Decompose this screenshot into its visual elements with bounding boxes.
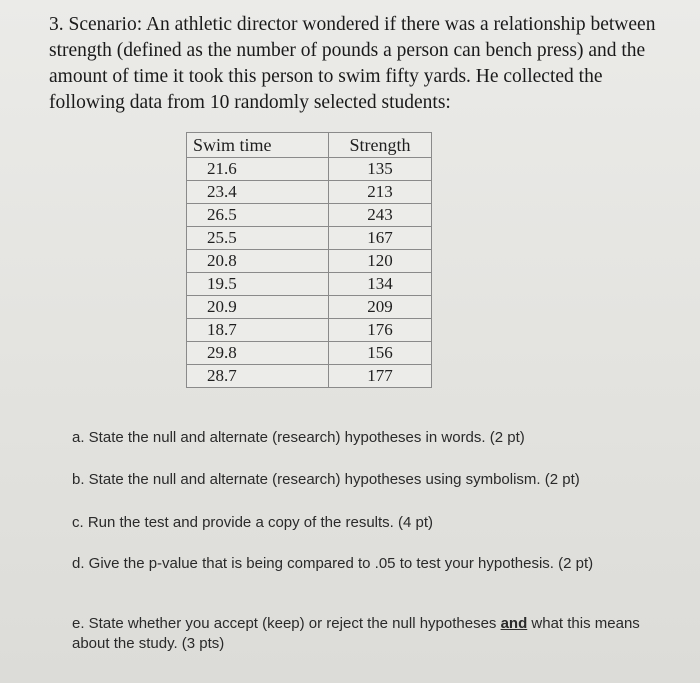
swim-time-cell: 19.5	[187, 273, 329, 296]
swim-time-cell: 20.8	[187, 250, 329, 273]
strength-cell: 177	[329, 365, 432, 388]
swim-time-cell: 26.5	[187, 204, 329, 227]
strength-cell: 120	[329, 250, 432, 273]
strength-cell: 213	[329, 181, 432, 204]
swim-time-cell: 18.7	[187, 319, 329, 342]
question-e-text-end: what this means about the study. (3 pts)	[72, 615, 640, 652]
strength-cell: 243	[329, 204, 432, 227]
question-e-text-start: e. State whether you accept (keep) or reject the null hypotheses	[72, 615, 501, 632]
table-row	[187, 319, 432, 342]
header-swim-time: Swim time	[187, 133, 329, 158]
table-row	[187, 273, 432, 296]
table-header-row	[187, 133, 432, 158]
swim-time-cell: 20.9	[187, 296, 329, 319]
swim-time-cell: 25.5	[187, 227, 329, 250]
swim-time-cell: 29.8	[187, 342, 329, 365]
strength-cell: 156	[329, 342, 432, 365]
question-e	[72, 614, 662, 654]
header-strength: Strength	[329, 133, 432, 158]
table-row	[187, 250, 432, 273]
question-e-emphasis: and	[500, 615, 528, 632]
strength-cell: 135	[329, 158, 432, 181]
swim-time-cell: 21.6	[187, 158, 329, 181]
question-a: a. State the null and alternate (research) hypotheses in words. (2 pt)	[72, 429, 525, 446]
data-table	[186, 132, 432, 388]
data-table-container	[186, 132, 432, 388]
scenario-text: 3. Scenario: An athletic director wondered if there was a relationship between strength (defined as the number of pounds a person can bench press) and the amount of time it took this person to swim fifty yards. He collected the following data from 10 randomly selected students:	[49, 14, 656, 113]
table-row	[187, 204, 432, 227]
table-row	[187, 227, 432, 250]
question-d: d. Give the p-value that is being compared to .05 to test your hypothesis. (2 pt)	[72, 555, 594, 572]
table-row	[187, 158, 432, 181]
table-row	[187, 296, 432, 319]
question-b: b. State the null and alternate (research) hypotheses using symbolism. (2 pt)	[72, 471, 580, 488]
table-row	[187, 365, 432, 388]
table-row	[187, 342, 432, 365]
question-c: c. Run the test and provide a copy of the results. (4 pt)	[72, 514, 434, 531]
table-row	[187, 181, 432, 204]
strength-cell: 167	[329, 227, 432, 250]
strength-cell: 176	[329, 319, 432, 342]
strength-cell: 134	[329, 273, 432, 296]
strength-cell: 209	[329, 296, 432, 319]
swim-time-cell: 28.7	[187, 365, 329, 388]
swim-time-cell: 23.4	[187, 181, 329, 204]
